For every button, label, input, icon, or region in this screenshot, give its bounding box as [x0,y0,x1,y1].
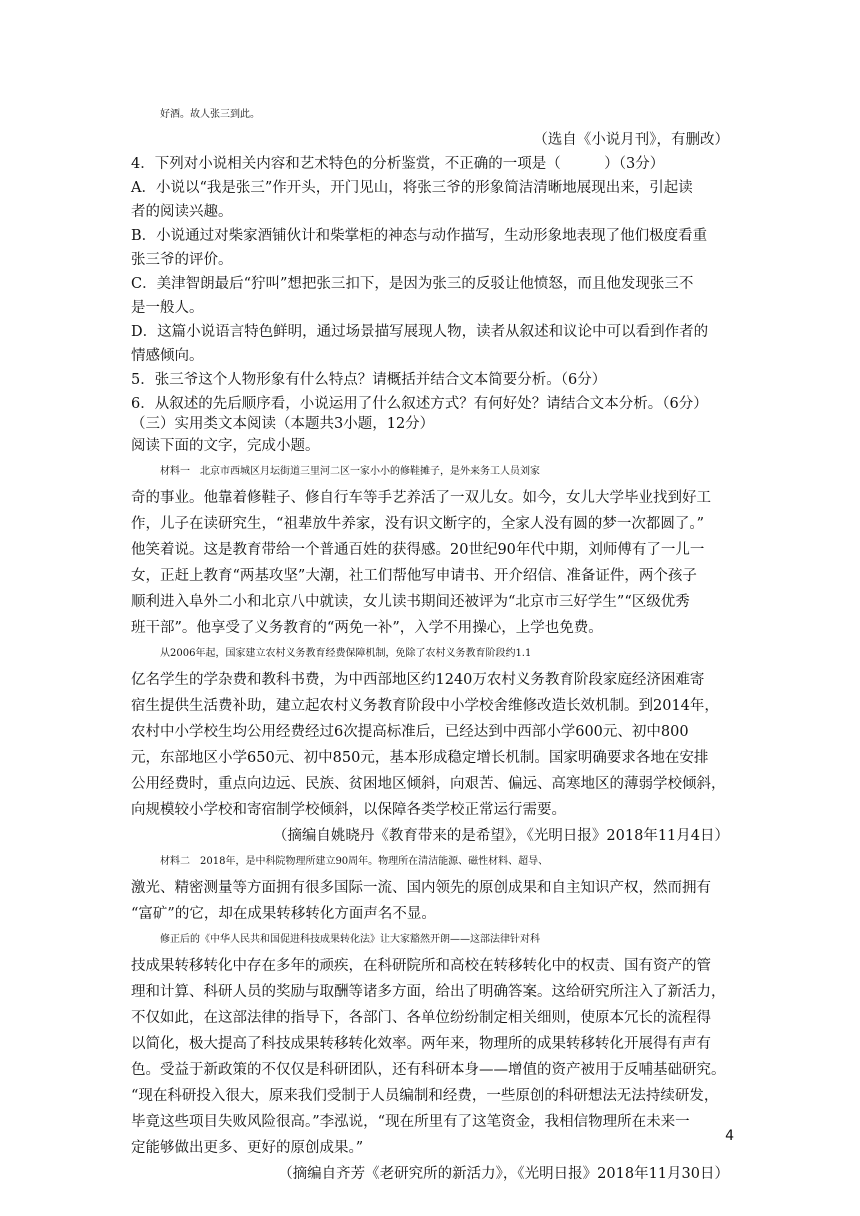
option-a: A．小说以“我是张三”作开头，开门见山，将张三爷的形象简洁清晰地展现出来，引起读 [131,180,693,196]
material-2-line: 定能够做出更多、更好的原创成果。” [131,1140,364,1156]
material-1-line: 奇的事业。他靠着修鞋子、修自行车等手艺养活了一双儿女。如今，女儿大学毕业找到好工 [131,490,711,506]
option-b: B．小说通过对柴家酒铺伙计和柴掌柜的神态与动作描写，生动形象地表现了他们极度看重 [131,228,708,244]
material-1-citation: （摘编自姚晓丹《教育带来的是希望》，《光明日报》2018年11月4日） [272,828,729,844]
material-1-line: 女，正赶上教育“两基攻坚”大潮，社工们帮他写申请书、开介绍信、准备证件，两个孩子 [131,568,697,584]
source-citation: （选自《小说月刊》，有删改） [533,132,729,148]
material-2-line: 修正后的《中华人民共和国促进科技成果转化法》让大家豁然开朗——这部法律针对科 [160,934,540,945]
material-1-line: 公用经费时，重点向边远、民族、贫困地区倾斜，向艰苦、偏远、高寒地区的薄弱学校倾斜， [131,776,726,792]
material-2-line: 不仅如此，在这部法律的指导下，各部门、各单位纷纷制定相关细则，使原本冗长的流程得 [131,1010,711,1026]
material-2-citation: （摘编自齐芳《老研究所的新活力》，《光明日报》2018年11月30日） [278,1166,729,1182]
material-2-line: 毕竟这些项目失败风险很高。”李泓说，“现在所里有了这笔资金，我相信物理所在未来一 [131,1114,690,1130]
material-1-line: 农村中小学校生均公用经费经过6次提高标准后，已经达到中西部小学600元、初中800 [131,724,689,740]
material-2-line: 色。受益于新政策的不仅仅是科研团队，还有科研本身——增值的资产被用于反哺基础研究。 [131,1062,726,1078]
material-2-line: “富矿”的它，却在成果转移转化方面声名不显。 [131,906,436,922]
page-number: 4 [725,1128,734,1144]
material-2-line: “现在科研投入很大，原来我们受制于人员编制和经费，一些原创的科研想法无法持续研发， [131,1088,719,1104]
question-4: 4．下列对小说相关内容和艺术特色的分析鉴赏，不正确的一项是（ ）（3分） [131,156,665,172]
material-2-line: 理和计算、科研人员的奖励与取酬等诸多方面，给出了明确答案。这给研究所注入了新活力， [131,984,726,1000]
option-b-cont: 张三爷的评价。 [131,252,233,268]
option-d-cont: 情感倾向。 [131,348,204,364]
material-1-line: 作，儿子在读研究生，“祖辈放牛养家，没有识文断字的，全家人没有圆的梦一次都圆了。” [131,516,705,532]
material-1-line: 他笑着说。这是教育带给一个普通百姓的获得感。20世纪90年代中期，刘师傅有了一儿一 [131,542,705,558]
material-1-line: 材料一 北京市西城区月坛街道三里河二区一家小小的修鞋摊子，是外来务工人员刘家 [160,466,540,477]
material-1-line: 从2006年起，国家建立农村义务教育经费保障机制，免除了农村义务教育阶段约1.1 [160,648,532,659]
instruction: 阅读下面的文字，完成小题。 [131,438,320,454]
material-1-line: 向规模较小学校和寄宿制学校倾斜，以保障各类学校正常运行需要。 [131,802,566,818]
option-c: C．美津智朗最后“狞叫”想把张三扣下，是因为张三的反驳让他愤怒，而且他发现张三不 [131,276,694,292]
question-5: 5．张三爷这个人物形象有什么特点？请概括并结合文本简要分析。（6分） [131,372,607,388]
material-2-line: 技成果转移转化中存在多年的顽疾，在科研院所和高校在转移转化中的权责、国有资产的管 [131,958,711,974]
option-c-cont: 是一般人。 [131,300,204,316]
material-2-line: 材料二 2018年，是中科院物理所建立90周年。物理所在清洁能源、磁性材料、超导、 [160,856,549,867]
material-2-line: 激光、精密测量等方面拥有很多国际一流、国内领先的原创成果和自主知识产权，然而拥有 [131,880,711,896]
material-1-line: 班干部”。他享受了义务教育的“两免一补”，入学不用操心，上学也免费。 [131,620,603,636]
section-heading: （三）实用类文本阅读（本题共3小题，12分） [131,416,435,432]
question-6: 6．从叙述的先后顺序看，小说运用了什么叙述方式？有何好处？请结合文本分析。（6分） [131,396,708,412]
material-1-line: 元，东部地区小学650元、初中850元，基本形成稳定增长机制。国家明确要求各地在安排 [131,750,709,766]
option-d: D．这篇小说语言特色鲜明，通过场景描写展现人物，读者从叙述和议论中可以看到作者的 [131,324,709,340]
material-1-line: 顺利进入阜外二小和北京八中就读，女儿读书期间还被评为“北京市三好学生”“区级优秀 [131,594,690,610]
material-1-line: 亿名学生的学杂费和教科书费，为中西部地区约1240万农村义务教育阶段家庭经济困难寄 [131,672,705,688]
option-a-cont: 者的阅读兴趣。 [131,204,233,220]
story-ending: 好酒。故人张三到此。 [160,109,260,120]
material-1-line: 宿生提供生活费补助，建立起农村义务教育阶段中小学校舍维修改造长效机制。到2014年， [131,698,719,714]
material-2-line: 以简化，极大提高了科技成果转移转化效率。两年来，物理所的成果转移转化开展得有声有 [131,1036,711,1052]
